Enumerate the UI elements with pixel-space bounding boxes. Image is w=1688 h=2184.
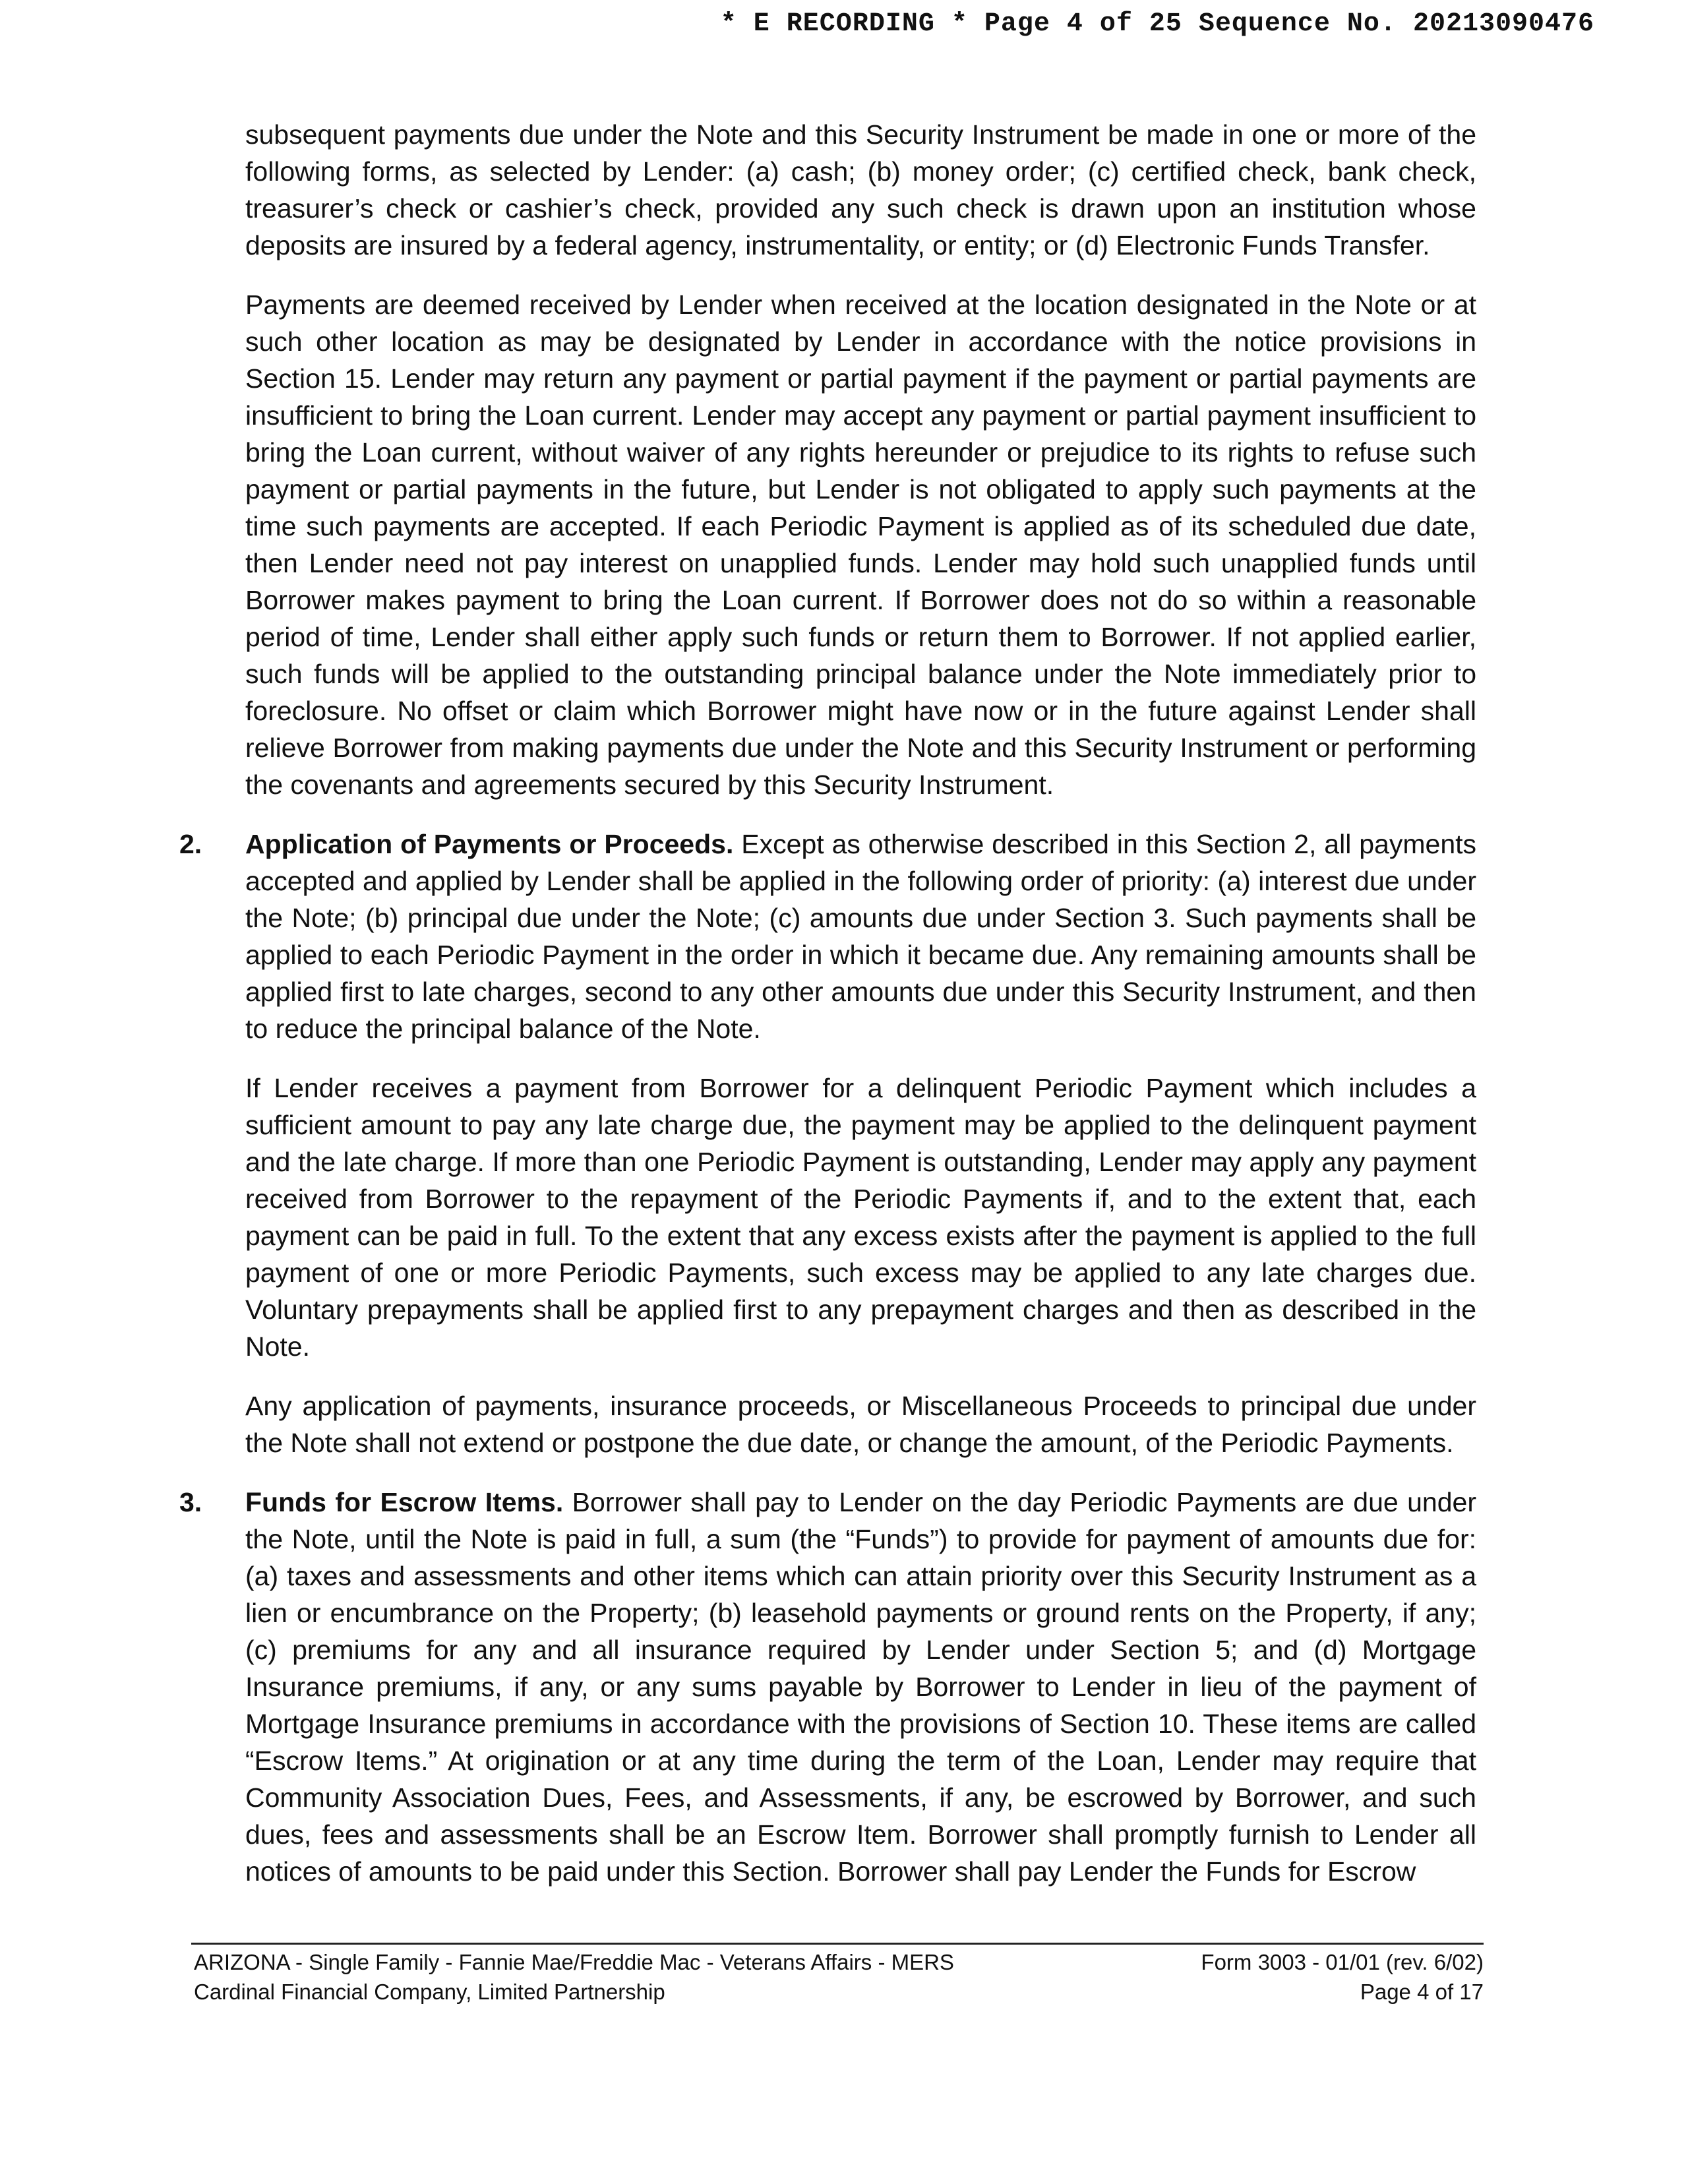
section-3-text: Borrower shall pay to Lender on the day Periodic Payments are due under the Note, until the Note is paid in full, a sum (the “Funds”) to provide for payment of amounts due for: (a) taxes and assessments and other items which can attain priority over this Security Instrument as a lien or encumbrance on the Property; (b) leasehold payments or ground rents on the Property, if any; (c) premiums for any and all insurance required by Lender under Section 5; and (d) Mortgage Insurance premiums, if any, or any sums payable by Borrower to Lender in lieu of the payment of Mortgage Insurance premiums in accordance with the provisions of Section 10. These items are called “Escrow Items.” At origination or at any time during the term of the Loan, Lender may require that Community Association Dues, Fees, and Assessments, if any, be escrowed by Borrower, and such dues, fees and assessments shall be an Escrow Item. Borrower shall promptly furnish to Lender all notices of amounts to be paid under this Section. Borrower shall pay Lender the Funds for Escrow [245, 1487, 1476, 1887]
section-2 [179, 826, 1477, 1047]
section-2-number: 2. [179, 829, 202, 859]
paragraph-delinquent-payment: If Lender receives a payment from Borrower for a delinquent Periodic Payment which includes a sufficient amount to pay any late charge due, the payment may be applied to the delinquent payment and the late charge. If more than one Periodic Payment is outstanding, Lender may apply any payment received from Borrower to the repayment of the Periodic Payments if, and to the extent that, each payment can be paid in full. To the extent that any excess exists after the payment is applied to the full payment of one or more Periodic Payments, such excess may be applied to any late charges due. Voluntary prepayments shall be applied first to any prepayment charges and then as described in the Note. [245, 1073, 1476, 1362]
section-2-text: Except as otherwise described in this Section 2, all payments accepted and applied by Lender shall be applied in the following order of priority: (a) interest due under the Note; (b) principal due under the Note; (c) amounts due under Section 3. Such payments shall be applied to each Periodic Payment in the order in which it became due. Any remaining amounts shall be applied first to late charges, second to any other amounts due under this Security Instrument, and then to reduce the principal balance of the Note. [245, 829, 1477, 1044]
footer-lender-name: Cardinal Financial Company, Limited Partnership [194, 1980, 665, 2004]
paragraph-payments-received: Payments are deemed received by Lender when received at the location designated in the Note or at such other location as may be designated by Lender in accordance with the notice provisions in Section 15. Lender may return any payment or partial payment if the payment or partial payments are insufficient to bring the Loan current. Lender may accept any payment or partial payment insufficient to bring the Loan current, without waiver of any rights hereunder or prejudice to its rights to refuse such payment or partial payments in the future, but Lender is not obligated to apply such payments at the time such payments are accepted. If each Periodic Payment is applied as of its scheduled due date, then Lender need not pay interest on unapplied funds. Lender may hold such unapplied funds until Borrower makes payment to bring the Loan current. If Borrower does not do so within a reasonable period of time, Lender shall either apply such funds or return them to Borrower. If not applied earlier, such funds will be applied to the outstanding principal balance under the Note immediately prior to foreclosure. No offset or claim which Borrower might have now or in the future against Lender shall relieve Borrower from making payments due under the Note and this Security Instrument or performing the covenants and agreements secured by this Security Instrument. [245, 289, 1476, 800]
footer-form-number: Form 3003 - 01/01 (rev. 6/02) [1201, 1950, 1484, 1974]
section-3 [179, 1484, 1476, 1890]
recording-stamp: * E RECORDING * Page 4 of 25 Sequence No. 20213090476 [720, 9, 1594, 39]
footer-form-description: ARIZONA - Single Family - Fannie Mae/Freddie Mac - Veterans Affairs - MERS [194, 1950, 954, 1974]
section-3-title: Funds for Escrow Items. [245, 1487, 564, 1517]
section-2-title: Application of Payments or Proceeds. [245, 829, 734, 859]
footer-divider [191, 1943, 1484, 1945]
footer-page-number: Page 4 of 17 [1360, 1980, 1484, 2004]
paragraph-application-of-payments: Any application of payments, insurance proceeds, or Miscellaneous Proceeds to principal due under the Note shall not extend or postpone the due date, or change the amount, of the Periodic Payments. [245, 1391, 1476, 1458]
section-3-number: 3. [179, 1487, 202, 1517]
document-body [179, 116, 1476, 1890]
paragraph-payment-forms: subsequent payments due under the Note and this Security Instrument be made in one or more of the following forms, as selected by Lender: (a) cash; (b) money order; (c) certified check, bank check, treasurer’s check or cashier’s check, provided any such check is drawn upon an institution whose deposits are insured by a federal agency, instrumentality, or entity; or (d) Electronic Funds Transfer. [245, 119, 1476, 260]
